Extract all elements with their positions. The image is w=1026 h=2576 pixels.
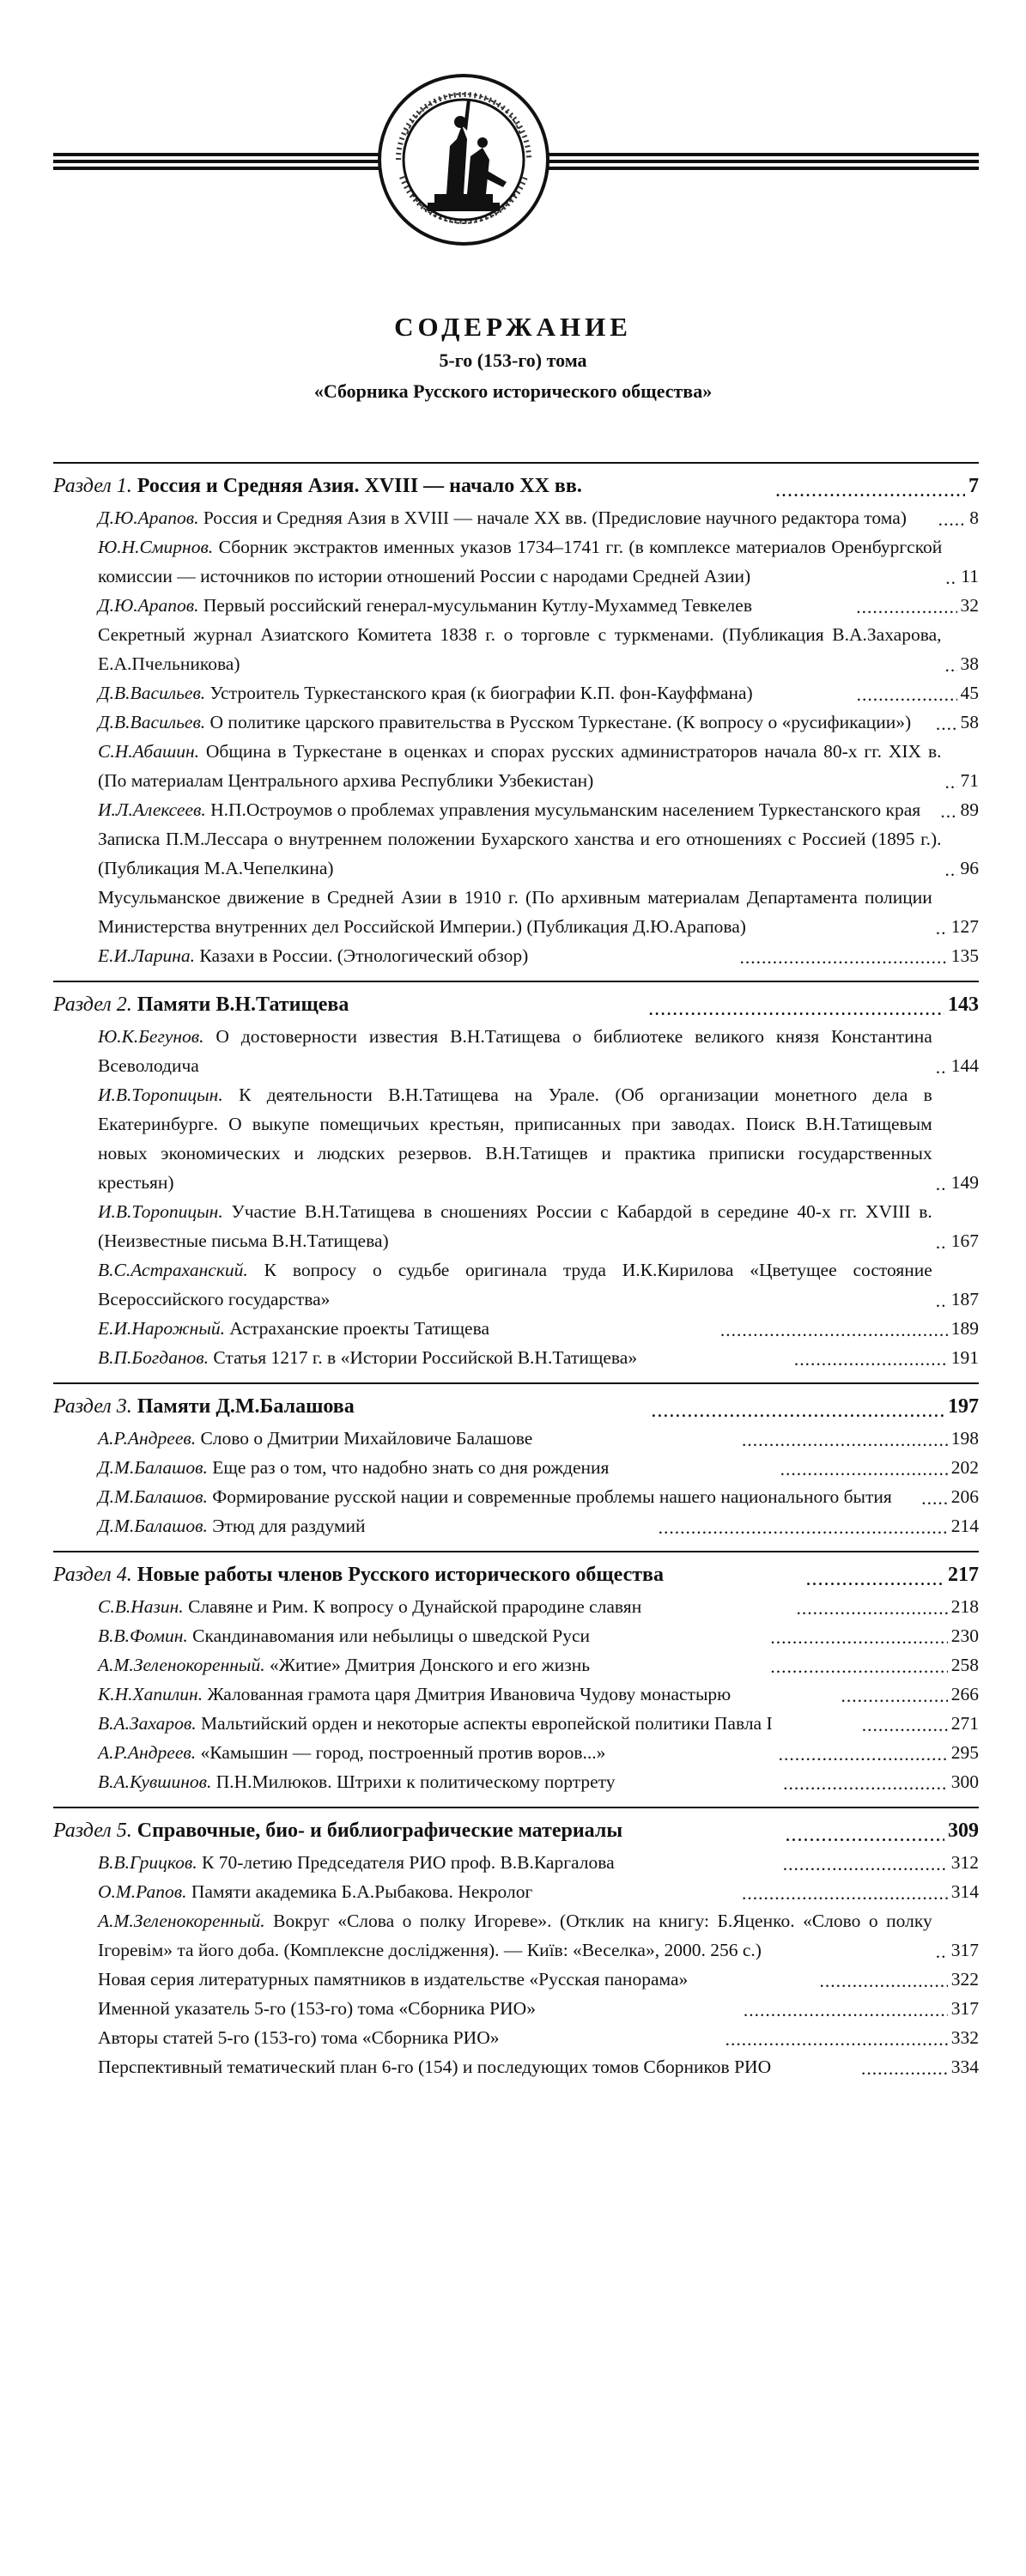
dot-leader bbox=[659, 1522, 948, 1534]
entry-title: К 70-летию Председателя РИО проф. В.В.Каргалова bbox=[201, 1852, 615, 1873]
toc-entry[interactable] bbox=[53, 1482, 979, 1511]
toc-entry[interactable] bbox=[53, 1314, 979, 1343]
dot-leader bbox=[945, 659, 957, 671]
entry-title: Статья 1217 г. в «Истории Российской В.Н.Татищева» bbox=[213, 1347, 638, 1368]
contents-heading: СОДЕРЖАНИЕ bbox=[394, 312, 632, 342]
section-label: Раздел 4. bbox=[53, 1564, 132, 1586]
toc-entry[interactable] bbox=[53, 1255, 979, 1314]
dot-leader bbox=[936, 1061, 948, 1073]
entry-title: Мальтийский орден и некоторые аспекты европейской политики Павла I bbox=[201, 1713, 773, 1734]
dot-leader bbox=[648, 1003, 944, 1015]
dot-leader bbox=[725, 2033, 948, 2045]
dot-leader bbox=[936, 1946, 948, 1958]
entry-title: Община в Туркестане в оценках и спорах русских администраторов начала 80-х гг. XIX в. (По материалам Центрального архива Республики Узбекистан) bbox=[98, 741, 942, 791]
dot-leader bbox=[770, 1631, 947, 1643]
dot-leader bbox=[921, 1492, 947, 1504]
section-heading[interactable] bbox=[53, 987, 979, 1022]
dot-leader bbox=[786, 1829, 944, 1841]
entry-title: П.Н.Милюков. Штрихи к политическому портрету bbox=[216, 1771, 616, 1792]
section-page-number: 7 bbox=[968, 475, 980, 497]
entry-title: Мусульманское движение в Средней Азии в 1910 г. (По архивным материалам Департамента полиции Министерства внутренних дел Российской Империи.) (Публикация Д.Ю.Арапова) bbox=[98, 887, 932, 937]
entry-page-number: 11 bbox=[961, 566, 979, 586]
dot-leader bbox=[775, 484, 965, 496]
entry-title: «Камышин — город, построенный против воров...» bbox=[200, 1742, 606, 1763]
entry-author: О.М.Рапов. bbox=[98, 1881, 187, 1902]
toc-entry[interactable] bbox=[53, 1621, 979, 1650]
dot-leader bbox=[945, 572, 957, 584]
section-heading[interactable] bbox=[53, 469, 979, 503]
dot-leader bbox=[740, 951, 948, 963]
entry-page-number: 45 bbox=[960, 683, 980, 703]
dot-leader bbox=[857, 689, 957, 701]
collection-subtitle: «Сборника Русского исторического общества» bbox=[313, 380, 713, 402]
toc-entry[interactable] bbox=[53, 1965, 979, 1994]
dot-leader bbox=[796, 1602, 947, 1614]
entry-page-number: 58 bbox=[960, 712, 979, 732]
toc-entry[interactable] bbox=[53, 1767, 979, 1796]
entry-page-number: 317 bbox=[950, 1998, 980, 2019]
entry-title: Именной указатель 5-го (153-го) тома «Сборника РИО» bbox=[98, 1998, 536, 2019]
entry-author: Д.В.Васильев. bbox=[98, 712, 206, 732]
toc-entry[interactable] bbox=[53, 1424, 979, 1453]
entry-title: Записка П.М.Лессара о внутреннем положении Бухарского ханства и его отношениях с Россией (1895 г.). (Публикация М.А.Чепелкина) bbox=[98, 829, 942, 878]
entry-title: К деятельности В.Н.Татищева на Урале. (Об организации монетного дела в Екатеринбурге. О выкупе помещичьих крестьян, приписанных при заводах. Поиск В.Н.Татищевым новых экономических и людских резервов. В.Н.Татищев и практика приписки государственных крестьян) bbox=[98, 1084, 932, 1193]
dot-leader bbox=[945, 864, 957, 876]
section-title: Новые работы членов Русского исторического общества bbox=[137, 1564, 664, 1586]
entry-author: В.В.Грицков. bbox=[98, 1852, 197, 1873]
dot-leader bbox=[938, 513, 967, 526]
toc-entry[interactable] bbox=[53, 1453, 979, 1482]
toc-entry[interactable] bbox=[53, 503, 979, 532]
entry-page-number: 38 bbox=[960, 653, 979, 674]
entry-author: В.С.Астраханский. bbox=[98, 1260, 248, 1280]
dot-leader bbox=[806, 1573, 945, 1585]
entry-author: Д.Ю.Арапов. bbox=[98, 595, 199, 616]
toc-entry[interactable] bbox=[53, 1709, 979, 1738]
dot-leader bbox=[936, 922, 948, 934]
entry-page-number: 332 bbox=[950, 2027, 979, 2048]
entry-author: Д.М.Балашов. bbox=[98, 1516, 208, 1536]
entry-author: Д.М.Балашов. bbox=[98, 1486, 208, 1507]
entry-page-number: 312 bbox=[950, 1852, 980, 1873]
entry-author: Д.Ю.Арапов. bbox=[98, 507, 199, 528]
dot-leader bbox=[856, 601, 956, 613]
section-heading[interactable] bbox=[53, 1814, 979, 1848]
entry-page-number: 198 bbox=[950, 1428, 979, 1449]
dot-leader bbox=[720, 1324, 948, 1336]
toc-entry[interactable] bbox=[53, 1080, 979, 1197]
entry-page-number: 8 bbox=[969, 507, 980, 528]
entry-title: К вопросу о судьбе оригинала труда И.К.Кирилова «Цветущее состояние Всероссийского государства» bbox=[98, 1260, 932, 1309]
toc-entry[interactable] bbox=[53, 1592, 979, 1621]
entry-title: Вокруг «Слова о полку Игореве». (Отклик на книгу: Б.Яценко. «Слово о полку Iгоревiм» та його доба. (Комплексне дослідження). — Київ: «Веселка», 2000. 256 с.) bbox=[98, 1911, 932, 1960]
toc-entry[interactable] bbox=[53, 1906, 979, 1965]
entry-title: О политике царского правительства в Русском Туркестане. (К вопросу о «русификации») bbox=[209, 712, 912, 732]
entry-page-number: 230 bbox=[950, 1625, 980, 1646]
entry-page-number: 322 bbox=[950, 1969, 980, 1990]
toc-section-2 bbox=[53, 981, 979, 1372]
entry-title: Памяти академика Б.А.Рыбакова. Некролог bbox=[191, 1881, 533, 1902]
toc-entry[interactable] bbox=[53, 737, 979, 795]
section-heading[interactable] bbox=[53, 1389, 979, 1424]
dot-leader bbox=[783, 1777, 948, 1789]
entry-page-number: 317 bbox=[950, 1940, 979, 1960]
dot-leader bbox=[936, 1295, 948, 1307]
toc-section-1 bbox=[53, 462, 979, 970]
entry-author: Д.В.Васильев. bbox=[98, 683, 206, 703]
dot-leader bbox=[770, 1661, 947, 1673]
toc-section-5 bbox=[53, 1807, 979, 2081]
section-page-number: 309 bbox=[948, 1820, 980, 1842]
entry-author: И.В.Торопицын. bbox=[98, 1201, 223, 1222]
entry-author: А.Р.Андреев. bbox=[98, 1428, 197, 1449]
section-page-number: 143 bbox=[948, 993, 980, 1016]
entry-author: Ю.К.Бегунов. bbox=[98, 1026, 204, 1047]
toc-entry[interactable] bbox=[53, 795, 979, 824]
dot-leader bbox=[779, 1748, 948, 1760]
section-title: Россия и Средняя Азия. XVIII — начало XX вв. bbox=[137, 475, 582, 497]
entry-title: Первый российский генерал-мусульманин Кутлу-Мухаммед Тевкелев bbox=[203, 595, 752, 616]
toc-entry[interactable] bbox=[53, 1650, 979, 1680]
toc-entry[interactable] bbox=[53, 1877, 979, 1906]
entry-page-number: 187 bbox=[950, 1289, 979, 1309]
entry-page-number: 271 bbox=[950, 1713, 980, 1734]
toc-entry[interactable] bbox=[53, 678, 979, 708]
toc-entry[interactable] bbox=[53, 883, 979, 941]
entry-author: С.Н.Абашин. bbox=[98, 741, 200, 762]
entry-author: Ю.Н.Смирнов. bbox=[98, 537, 214, 557]
entry-author: Е.И.Нарожный. bbox=[98, 1318, 226, 1339]
entry-title: Этюд для раздумий bbox=[212, 1516, 366, 1536]
society-emblem-icon bbox=[378, 74, 549, 246]
entry-title: Н.П.Остроумов о проблемах управления мусульманским населением Туркестанского края bbox=[210, 799, 921, 820]
entry-author: В.П.Богданов. bbox=[98, 1347, 209, 1368]
entry-title: Перспективный тематический план 6-го (154) и последующих томов Сборников РИО bbox=[98, 2057, 772, 2077]
dot-leader bbox=[936, 1236, 948, 1249]
dot-leader bbox=[742, 1434, 948, 1446]
entry-title: Жалованная грамота царя Дмитрия Ивановича Чудову монастырю bbox=[207, 1684, 732, 1704]
entry-page-number: 135 bbox=[950, 945, 979, 966]
volume-subtitle: 5-го (153-го) тома bbox=[439, 349, 587, 371]
dot-leader bbox=[841, 1690, 947, 1702]
toc-entry[interactable] bbox=[53, 1022, 979, 1080]
dot-leader bbox=[936, 1178, 948, 1190]
table-of-contents bbox=[53, 462, 979, 2081]
toc-entry[interactable] bbox=[53, 1848, 979, 1877]
entry-page-number: 127 bbox=[950, 916, 979, 937]
entry-title: О достоверности известия В.Н.Татищева о библиотеке великого князя Константина Всеволодича bbox=[98, 1026, 932, 1076]
section-label: Раздел 5. bbox=[53, 1820, 132, 1842]
entry-page-number: 149 bbox=[950, 1172, 979, 1193]
toc-entry[interactable] bbox=[53, 1511, 979, 1540]
entry-author: Д.М.Балашов. bbox=[98, 1457, 208, 1478]
toc-entry[interactable] bbox=[53, 1738, 979, 1767]
dot-leader bbox=[742, 1887, 948, 1899]
dot-leader bbox=[651, 1405, 944, 1417]
dot-leader bbox=[744, 2004, 948, 2016]
title-block bbox=[0, 309, 1026, 407]
section-label: Раздел 3. bbox=[53, 1395, 132, 1418]
entry-author: А.Р.Андреев. bbox=[98, 1742, 197, 1763]
entry-author: В.А.Захаров. bbox=[98, 1713, 197, 1734]
entry-author: В.А.Кувшинов. bbox=[98, 1771, 212, 1792]
entry-page-number: 144 bbox=[950, 1055, 979, 1076]
entry-author: С.В.Назин. bbox=[98, 1596, 184, 1617]
entry-page-number: 89 bbox=[960, 799, 980, 820]
entry-title: Слово о Дмитрии Михайловиче Балашове bbox=[200, 1428, 533, 1449]
entry-author: А.М.Зеленокоренный. bbox=[98, 1911, 265, 1931]
toc-section-3 bbox=[53, 1382, 979, 1540]
entry-page-number: 295 bbox=[950, 1742, 980, 1763]
entry-page-number: 214 bbox=[950, 1516, 979, 1536]
dot-leader bbox=[780, 1463, 948, 1475]
dot-leader bbox=[783, 1858, 948, 1870]
entry-title: Астраханские проекты Татищева bbox=[229, 1318, 489, 1339]
section-page-number: 197 bbox=[948, 1395, 980, 1418]
entry-title: Россия и Средняя Азия в XVIII — начале XX вв. (Предисловие научного редактора тома) bbox=[203, 507, 907, 528]
dot-leader bbox=[936, 718, 957, 730]
entry-page-number: 258 bbox=[950, 1655, 979, 1675]
entry-title: Славяне и Рим. К вопросу о Дунайской прародине славян bbox=[188, 1596, 642, 1617]
toc-entry[interactable] bbox=[53, 532, 979, 591]
toc-entry[interactable] bbox=[53, 2023, 979, 2052]
toc-entry[interactable] bbox=[53, 824, 979, 883]
entry-page-number: 32 bbox=[960, 595, 980, 616]
entry-title: Новая серия литературных памятников в издательстве «Русская панорама» bbox=[98, 1969, 689, 1990]
entry-title: «Житие» Дмитрия Донского и его жизнь bbox=[270, 1655, 591, 1675]
entry-page-number: 334 bbox=[950, 2057, 980, 2077]
section-page-number: 217 bbox=[948, 1564, 980, 1586]
toc-entry[interactable] bbox=[53, 2052, 979, 2081]
entry-page-number: 189 bbox=[950, 1318, 979, 1339]
toc-section-4 bbox=[53, 1551, 979, 1796]
section-label: Раздел 1. bbox=[53, 475, 132, 497]
entry-page-number: 167 bbox=[950, 1230, 979, 1251]
section-title: Памяти Д.М.Балашова bbox=[137, 1395, 355, 1418]
entry-page-number: 314 bbox=[950, 1881, 980, 1902]
entry-author: В.В.Фомин. bbox=[98, 1625, 188, 1646]
entry-title: Казахи в России. (Этнологический обзор) bbox=[199, 945, 529, 966]
entry-page-number: 96 bbox=[960, 858, 979, 878]
toc-entry[interactable] bbox=[53, 1343, 979, 1372]
entry-title: Участие В.Н.Татищева в сношениях России с Кабардой в середине 40-х гг. XVIII в. (Неизвестные письма В.Н.Татищева) bbox=[98, 1201, 932, 1251]
toc-entry[interactable] bbox=[53, 1994, 979, 2023]
entry-title: Сборник экстрактов именных указов 1734–1741 гг. (в комплексе материалов Оренбургской комиссии — источников по истории отношений России с народами Средней Азии) bbox=[98, 537, 943, 586]
toc-entry[interactable] bbox=[53, 591, 979, 620]
dot-leader bbox=[862, 1719, 948, 1731]
entry-author: К.Н.Хапилин. bbox=[98, 1684, 203, 1704]
entry-title: Формирование русской нации и современные проблемы нашего национального бытия bbox=[212, 1486, 892, 1507]
entry-title: Секретный журнал Азиатского Комитета 1838 г. о торговле с туркменами. (Публикация В.А.Захарова, Е.А.Пчельникова) bbox=[98, 624, 942, 674]
dot-leader bbox=[820, 1975, 948, 1987]
entry-title: Устроитель Туркестанского края (к биографии К.П. фон-Кауффмана) bbox=[209, 683, 753, 703]
toc-entry[interactable] bbox=[53, 620, 979, 678]
dot-leader bbox=[861, 2063, 948, 2075]
entry-page-number: 300 bbox=[950, 1771, 980, 1792]
entry-page-number: 71 bbox=[960, 770, 979, 791]
entry-author: Е.И.Ларина. bbox=[98, 945, 196, 966]
entry-title: Авторы статей 5-го (153-го) тома «Сборника РИО» bbox=[98, 2027, 500, 2048]
section-title: Справочные, био- и библиографические материалы bbox=[137, 1820, 623, 1842]
entry-page-number: 191 bbox=[950, 1347, 979, 1368]
entry-page-number: 218 bbox=[950, 1596, 980, 1617]
entry-title: Скандинавомания или небылицы о шведской Руси bbox=[192, 1625, 591, 1646]
dot-leader bbox=[945, 776, 957, 788]
toc-entry[interactable] bbox=[53, 941, 979, 970]
entry-page-number: 266 bbox=[950, 1684, 979, 1704]
toc-entry[interactable] bbox=[53, 708, 979, 737]
entry-page-number: 202 bbox=[950, 1457, 979, 1478]
dot-leader bbox=[940, 805, 956, 817]
toc-entry[interactable] bbox=[53, 1680, 979, 1709]
section-title: Памяти В.Н.Татищева bbox=[137, 993, 349, 1016]
entry-author: А.М.Зеленокоренный. bbox=[98, 1655, 265, 1675]
dot-leader bbox=[794, 1353, 948, 1365]
toc-entry[interactable] bbox=[53, 1197, 979, 1255]
entry-author: И.В.Торопицын. bbox=[98, 1084, 223, 1105]
section-heading[interactable] bbox=[53, 1558, 979, 1592]
entry-author: И.Л.Алексеев. bbox=[98, 799, 206, 820]
entry-title: Еще раз о том, что надобно знать со дня рождения bbox=[212, 1457, 610, 1478]
entry-page-number: 206 bbox=[950, 1486, 979, 1507]
section-label: Раздел 2. bbox=[53, 993, 132, 1016]
